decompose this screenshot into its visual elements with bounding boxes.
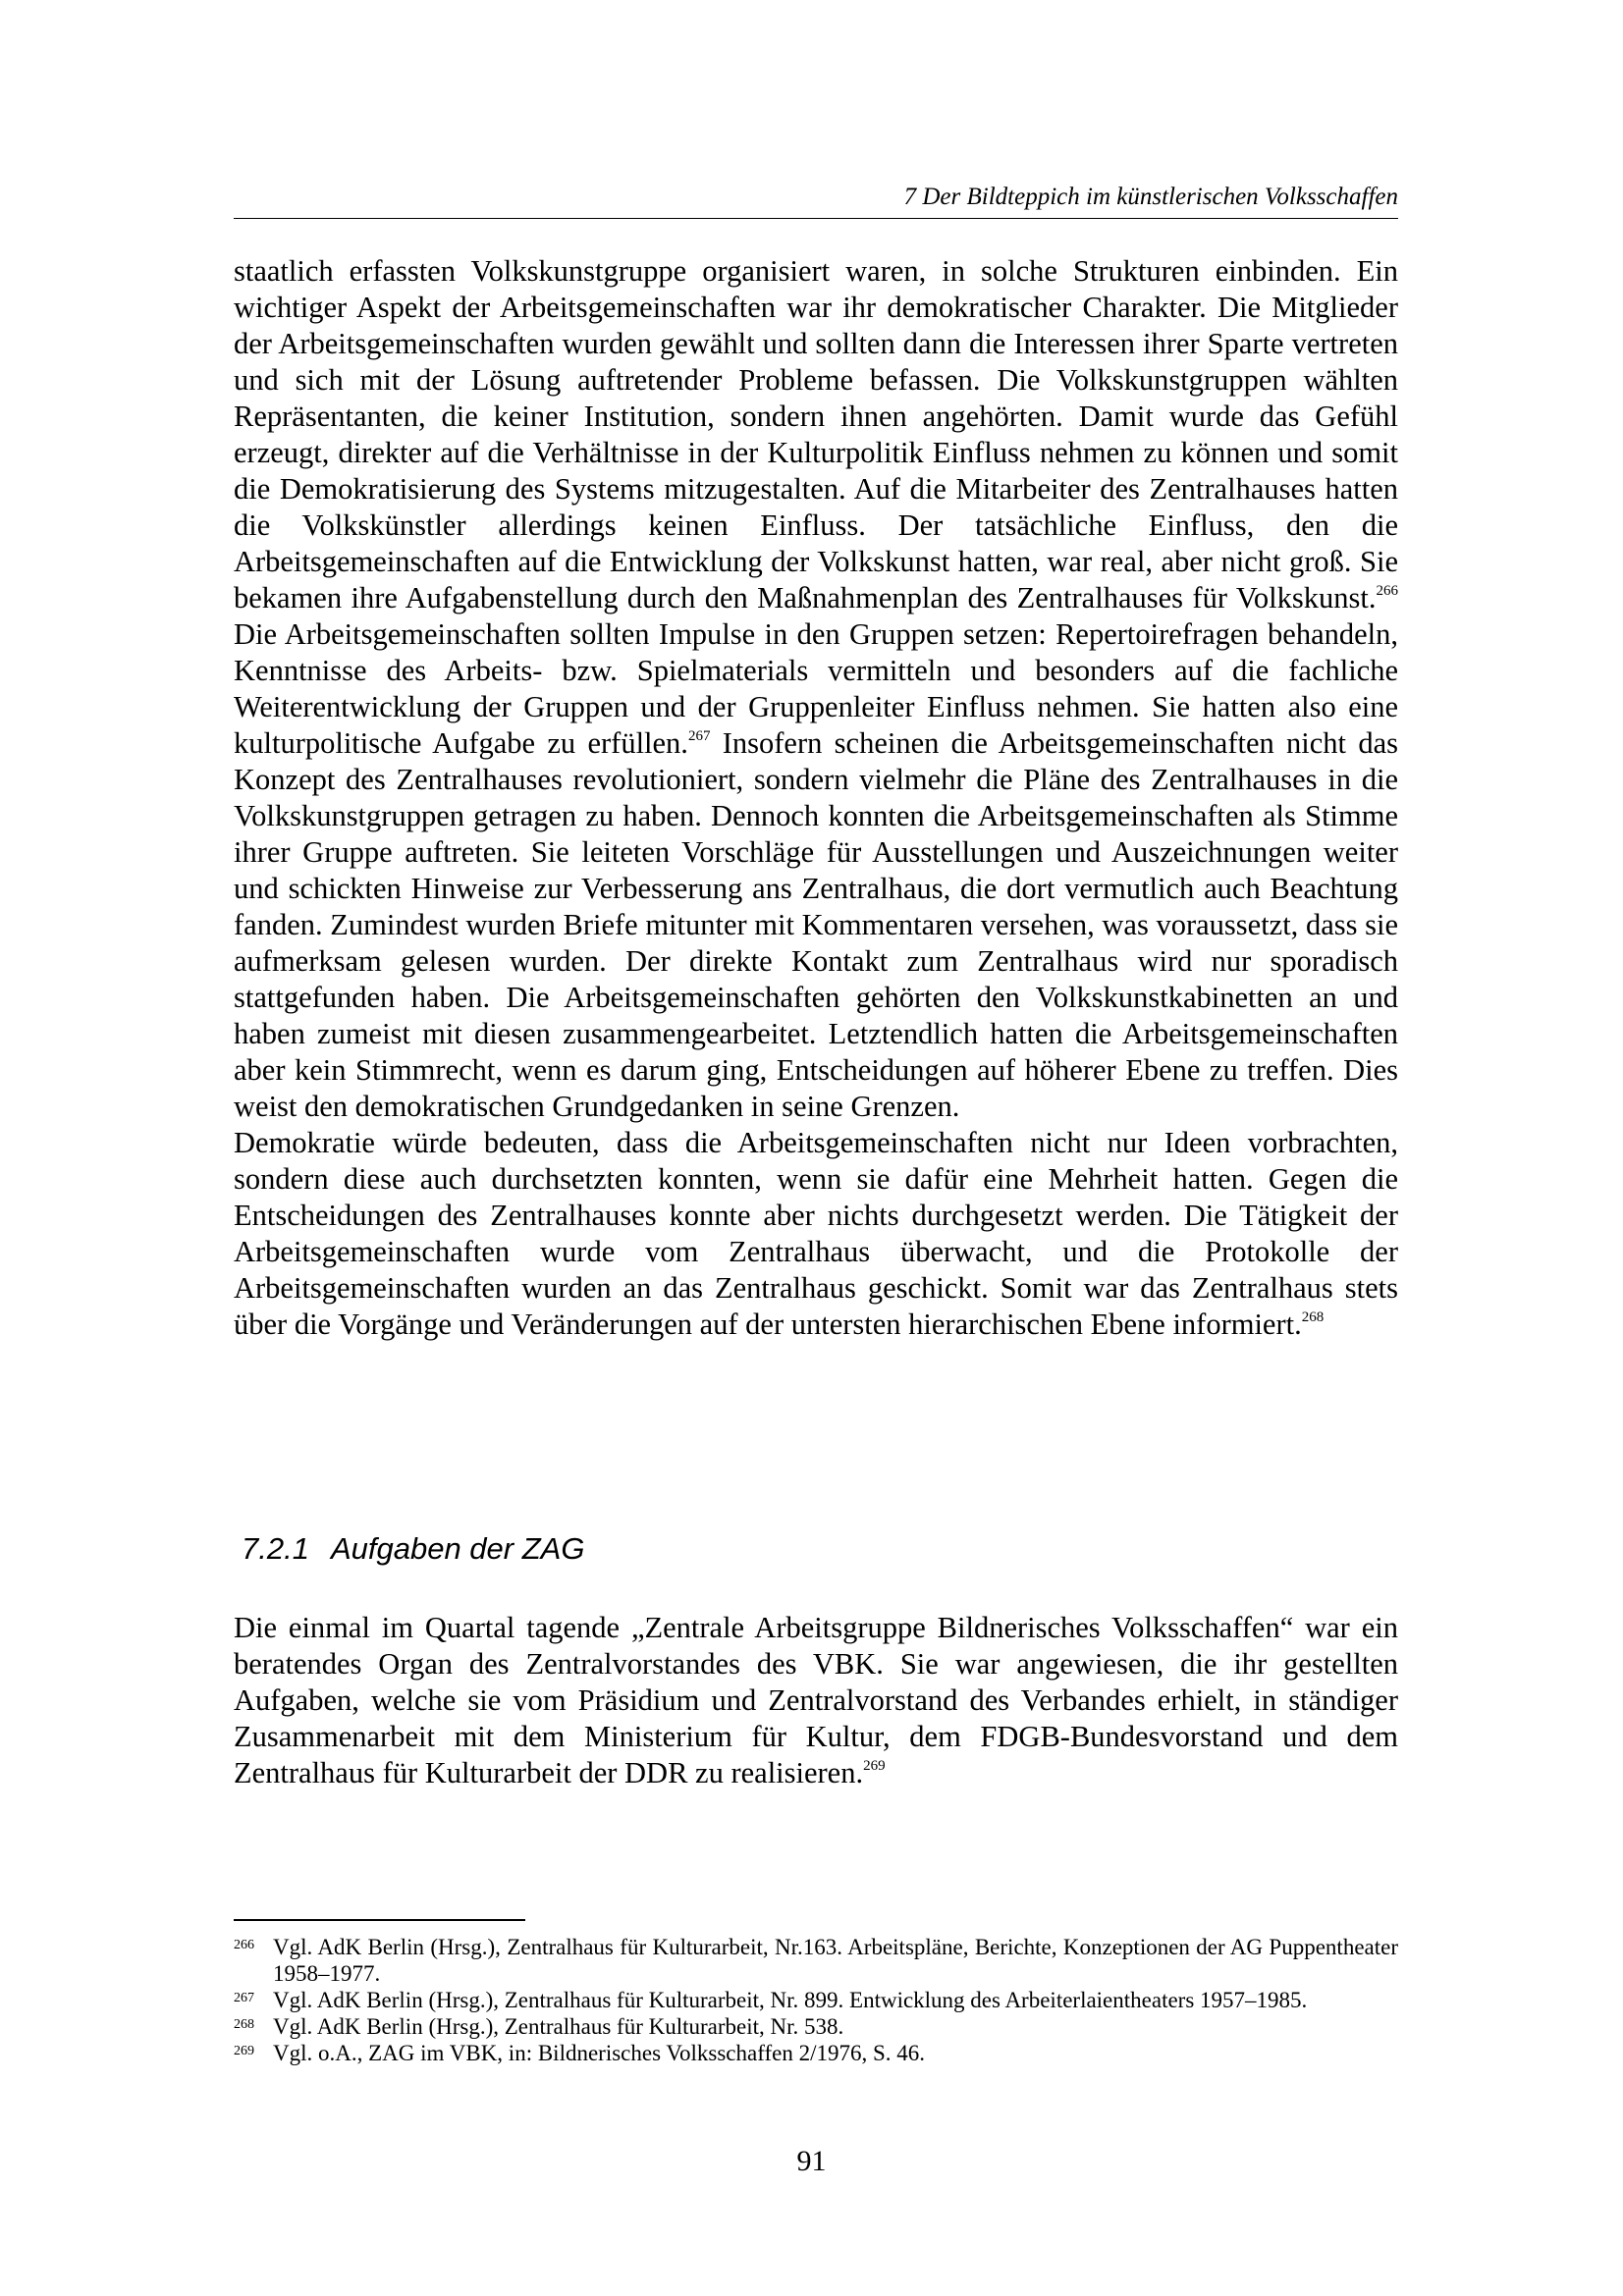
footnote (234, 2040, 1398, 2066)
page-number: 91 (796, 2145, 827, 2177)
paragraph (234, 1610, 1398, 1791)
footnote-text: Vgl. AdK Berlin (Hrsg.), Zentralhaus für Kulturarbeit, Nr.163. Arbeitspläne, Berichte, Konzeptionen der AG Puppentheater 1958–1977. (273, 1935, 1398, 1986)
paragraph (234, 253, 1398, 1125)
paragraph-text: Die einmal im Quartal tagende „Zentrale Arbeitsgruppe Bildnerisches Volksschaffen“ war ein beratendes Organ des Zentralvorstandes des VBK. Sie war angewiesen, die ihr gestellten Aufgaben, welche sie vom Präsidium und Zentralvorstand des Verbandes erhielt, in ständiger Zusammenarbeit mit dem Ministerium für Kultur, dem FDGB-Bundesvorstand und dem Zentralhaus für Kulturarbeit der DDR zu realisieren. (234, 1611, 1398, 1789)
footnote (234, 2013, 1398, 2040)
footnote-ref[interactable]: 269 (863, 1758, 886, 1774)
footnote-separator (234, 1919, 525, 1921)
footnote (234, 1934, 1398, 1987)
footnote-number: 269 (234, 2044, 254, 2058)
footnote-text: Vgl. AdK Berlin (Hrsg.), Zentralhaus für Kulturarbeit, Nr. 899. Entwicklung des Arbeiterlaientheaters 1957–1985. (273, 1988, 1308, 2012)
footnote-ref[interactable]: 267 (687, 728, 711, 744)
footnotes (234, 1934, 1398, 2066)
paragraph-text: Demokratie würde bedeuten, dass die Arbeitsgemeinschaften nicht nur Ideen vorbrachten, sondern diese auch durchsetzten konnten, wenn sie dafür eine Mehrheit hatten. Gegen die Entscheidungen des Zentralhauses konnte aber nichts durchgesetzt werden. Die Tätigkeit der Arbeitsgemeinschaften wurde vom Zentralhaus überwacht, und die Protokolle der Arbeitsgemeinschaften wurden an das Zentralhaus geschickt. Somit war das Zentralhaus stets über die Vorgänge und Veränderungen auf der untersten hierarchischen Ebene informiert. (234, 1126, 1398, 1341)
footnote-text: Vgl. o.A., ZAG im VBK, in: Bildnerisches Volksschaffen 2/1976, S. 46. (273, 2041, 926, 2065)
header-rule (234, 218, 1398, 219)
footnote-text: Vgl. AdK Berlin (Hrsg.), Zentralhaus für Kulturarbeit, Nr. 538. (273, 2014, 844, 2039)
section-title: Aufgaben der ZAG (330, 1531, 585, 1566)
section-text (234, 1610, 1398, 1791)
footnote-number: 268 (234, 2017, 254, 2032)
body-text (234, 253, 1398, 1343)
paragraph (234, 1125, 1398, 1343)
paragraph-text: Die Arbeitsgemeinschaften sollten Impulse in den Gruppen setzen: Repertoirefragen behandeln, Kenntnisse des Arbeits- bzw. Spielmaterials vermitteln und besonders auf die fachliche Weiterentwicklung der Gruppen und der Gruppenleiter Einfluss nehmen. Sie hatten also eine kulturpolitische Aufgabe zu erfüllen. (234, 617, 1398, 760)
paragraph-text: Insofern scheinen die Arbeitsgemeinschaften nicht das Konzept des Zentralhauses revolutioniert, sondern vielmehr die Pläne des Zentralhauses in die Volkskunstgruppen getragen zu haben. Dennoch konnten die Arbeitsgemeinschaften als Stimme ihrer Gruppe auftreten. Sie leiteten Vorschläge für Ausstellungen und Auszeichnungen weiter und schickten Hinweise zur Verbesserung ans Zentralhaus, die dort vermutlich auch Beachtung fanden. Zumindest wurden Briefe mitunter mit Kommentaren versehen, was voraussetzt, dass sie aufmerksam gelesen wurden. Der direkte Kontakt zum Zentralhaus wird nur sporadisch stattgefunden haben. Die Arbeitsgemeinschaften gehörten den Volkskunstkabinetten an und haben zumeist mit diesen zusammengearbeitet. Letztendlich hatten die Arbeitsgemeinschaften aber kein Stimmrecht, wenn es darum ging, Entscheidungen auf höherer Ebene zu treffen. Dies weist den demokratischen Grundgedanken in seine Grenzen. (234, 726, 1398, 1123)
footnote-ref[interactable]: 266 (1376, 583, 1398, 599)
footnote-number: 266 (234, 1938, 254, 1952)
section-number: 7.2.1 (242, 1531, 309, 1566)
footnote-number: 267 (234, 1991, 254, 2005)
paragraph-text: staatlich erfassten Volkskunstgruppe organisiert waren, in solche Strukturen einbinden. Ein wichtiger Aspekt der Arbeitsgemeinschaften war ihr demokratischer Charakter. Die Mitglieder der Arbeitsgemeinschaften wurden gewählt und sollten dann die Interessen ihrer Sparte vertreten und sich mit der Lösung auftretender Probleme befassen. Die Volkskunstgruppen wählten Repräsentanten, die keiner Institution, sondern ihnen angehörten. Damit wurde das Gefühl erzeugt, direkter auf die Verhältnisse in der Kulturpolitik Einfluss nehmen zu können und somit die Demokratisierung des Systems mitzugestalten. Auf die Mitarbeiter des Zentralhauses hatten die Volkskünstler allerdings keinen Einfluss. Der tatsächliche Einfluss, den die Arbeitsgemeinschaften auf die Entwicklung der Volkskunst hatten, war real, aber nicht groß. Sie bekamen ihre Aufgabenstellung durch den Maßnahmenplan des Zentralhauses für Volkskunst. (234, 254, 1398, 614)
running-header: 7 Der Bildteppich im künstlerischen Volksschaffen (903, 184, 1398, 210)
footnote-ref[interactable]: 268 (1301, 1309, 1325, 1325)
footnote (234, 1987, 1398, 2013)
section-heading (242, 1529, 1398, 1569)
